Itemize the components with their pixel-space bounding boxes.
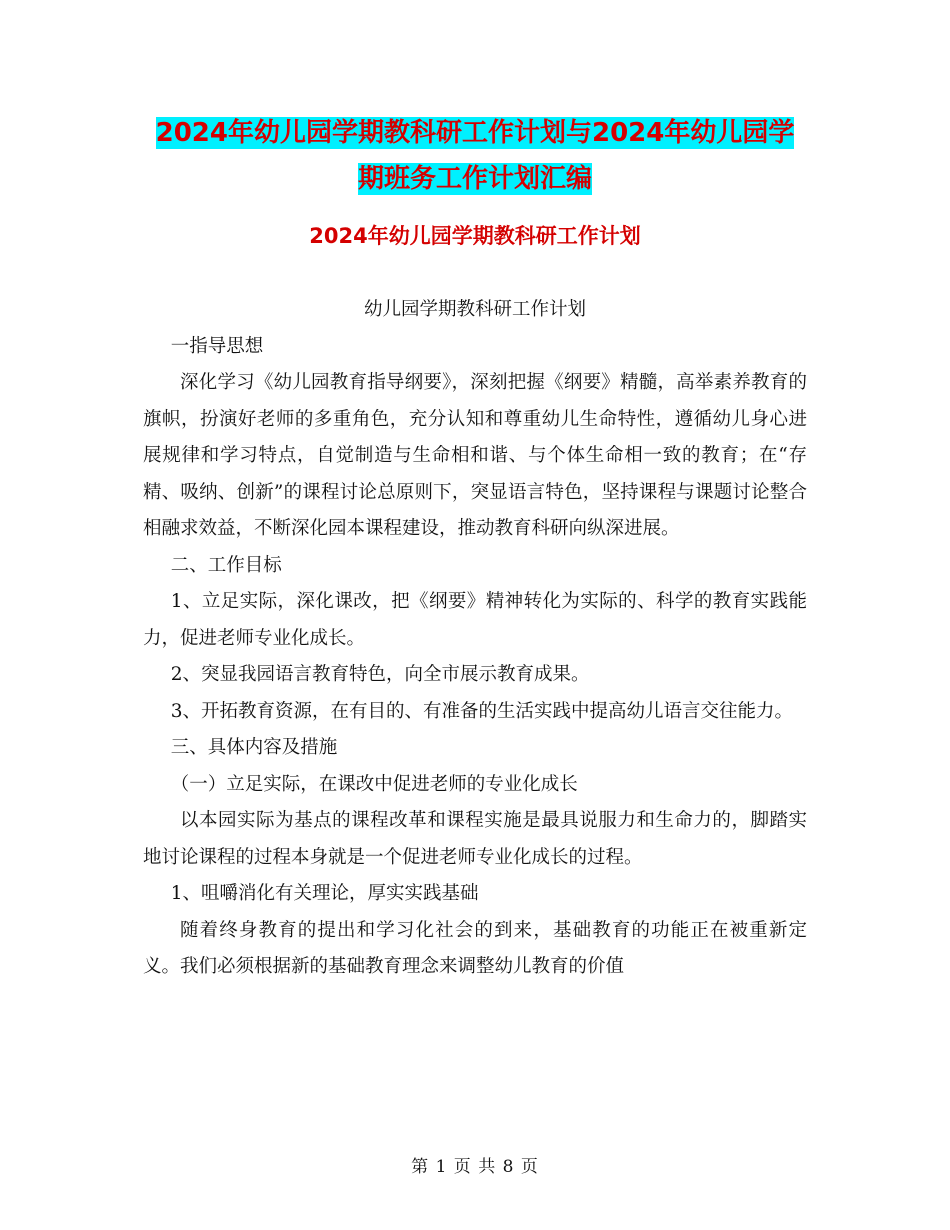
paragraph: 3、开拓教育资源，在有目的、有准备的生活实践中提高幼儿语言交往能力。 <box>170 700 794 722</box>
heading-guiding-thought: 一指导思想 <box>170 335 264 357</box>
paragraph: 随着终身教育的提出和学习化社会的到来，基础教育的功能正在被重新定义。我们必须根据新的基础教育理念来调整幼儿教育的价值 <box>143 919 807 977</box>
section-title: 2024年幼儿园学期教科研工作计划 <box>309 224 641 248</box>
paragraph: 以本园实际为基点的课程改革和课程实施是最具说服力和生命力的，脚踏实地讨论课程的过程本身就是一个促进老师专业化成长的过程。 <box>143 810 807 868</box>
paragraph: 1、立足实际，深化课改，把《纲要》精神转化为实际的、科学的教育实践能力，促进老师专业化成长。 <box>143 591 807 649</box>
page-footer: 第 1 页 共 8 页 <box>411 1157 539 1177</box>
heading-content-measures: 三、具体内容及措施 <box>170 737 338 758</box>
main-title-line-1: 2024年幼儿园学期教科研工作计划与2024年幼儿园学 <box>155 118 795 148</box>
heading-work-goals: 二、工作目标 <box>170 554 282 576</box>
document-main-title <box>0 110 950 202</box>
main-title-line-2: 期班务工作计划汇编 <box>357 164 592 194</box>
paragraph: 深化学习《幼儿园教育指导纲要》，深刻把握《纲要》精髓，高举素养教育的旗帜，扮演好老师的多重角色，充分认知和尊重幼儿生命特性，遵循幼儿身心进展规律和学习特点，自觉制造与生命相和谐、与个体生命相一致的教育；在“存精、吸纳、创新”的课程讨论总原则下，突显语言特色，坚持课程与课题讨论整合相融求效益，不断深化园本课程建设，推动教育科研向纵深进展。 <box>143 372 807 539</box>
subheading: （一）立足实际，在课改中促进老师的专业化成长 <box>170 773 578 795</box>
plan-heading: 幼儿园学期教科研工作计划 <box>363 299 586 320</box>
paragraph: 2、突显我园语言教育特色，向全市展示教育成果。 <box>170 664 590 685</box>
document-body <box>143 292 807 986</box>
subheading: 1、咀嚼消化有关理论，厚实实践基础 <box>170 883 479 904</box>
